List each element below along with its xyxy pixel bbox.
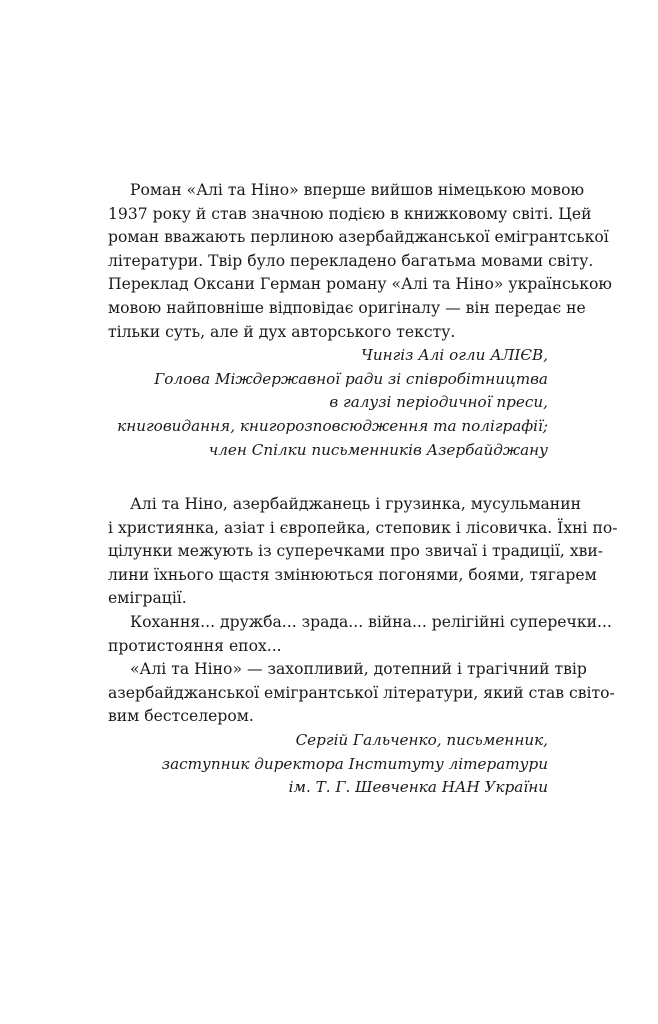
text-line: Алі та Ніно, азербайджанець і грузинка, мусульманин	[130, 495, 581, 513]
text-line: лини їхнього щастя змінюються погонями, боями, тягарем	[108, 565, 597, 584]
text-line: і християнка, азіат і європейка, степовик і лісовичка. Їхні по-	[108, 518, 618, 537]
text-line: тільки суть, але й дух авторського тексту.	[108, 322, 456, 341]
signature-line: книговидання, книгорозповсюдження та поліграфії;	[117, 416, 548, 435]
signature-line: член Спілки письменників Азербайджану	[208, 440, 548, 459]
text-line: Кохання... дружба... зрада... війна... релігійні суперечки...	[130, 612, 612, 631]
text-line: еміграції.	[108, 589, 187, 608]
signature-line: Чингіз Алі огли АЛІЄВ,	[361, 346, 548, 365]
text-line: «Алі та Ніно» — захопливий, дотепний і трагічний твір	[130, 660, 587, 679]
signature-line: Сергій Гальченко, письменник,	[295, 730, 548, 749]
signature-line: ім. Т. Г. Шевченка НАН України	[288, 778, 548, 797]
review-aliev-text	[108, 179, 612, 344]
text-line: Переклад Оксани Герман роману «Алі та Ніно» українською	[108, 275, 612, 294]
text-line: вим бестселером.	[108, 707, 254, 726]
text-line: 1937 року й став значною подією в книжковому світі. Цей	[108, 204, 592, 223]
signature-line: Голова Міждержавної ради зі співробітництва	[154, 369, 548, 388]
text-line: азербайджанської емігрантської літератури, який став світо-	[108, 683, 615, 702]
review-halchenko	[108, 493, 618, 800]
text-line: цілунки межують із суперечками про звичаї і традиції, хви-	[108, 542, 604, 561]
review-halchenko-paragraph-2	[108, 611, 612, 658]
text-line: мовою найповніше відповідає оригіналу — він передає не	[108, 298, 586, 317]
signature-line: в галузі періодичної преси,	[329, 393, 548, 412]
signature-line: заступник директора Інституту літератури	[161, 754, 548, 773]
text-line: Роман «Алі та Ніно» вперше вийшов німецькою мовою	[130, 181, 585, 199]
review-halchenko-paragraph-3	[108, 658, 615, 729]
text-line: протистояння епох...	[108, 636, 282, 655]
text-line: літератури. Твір було перекладено багатьма мовами світу.	[108, 251, 594, 270]
text-line: роман вважають перлиною азербайджанської емігрантської	[108, 228, 609, 247]
signature-aliev	[108, 344, 548, 462]
signature-halchenko	[108, 729, 548, 800]
review-halchenko-paragraph-1	[108, 493, 618, 611]
review-aliev	[108, 179, 612, 462]
